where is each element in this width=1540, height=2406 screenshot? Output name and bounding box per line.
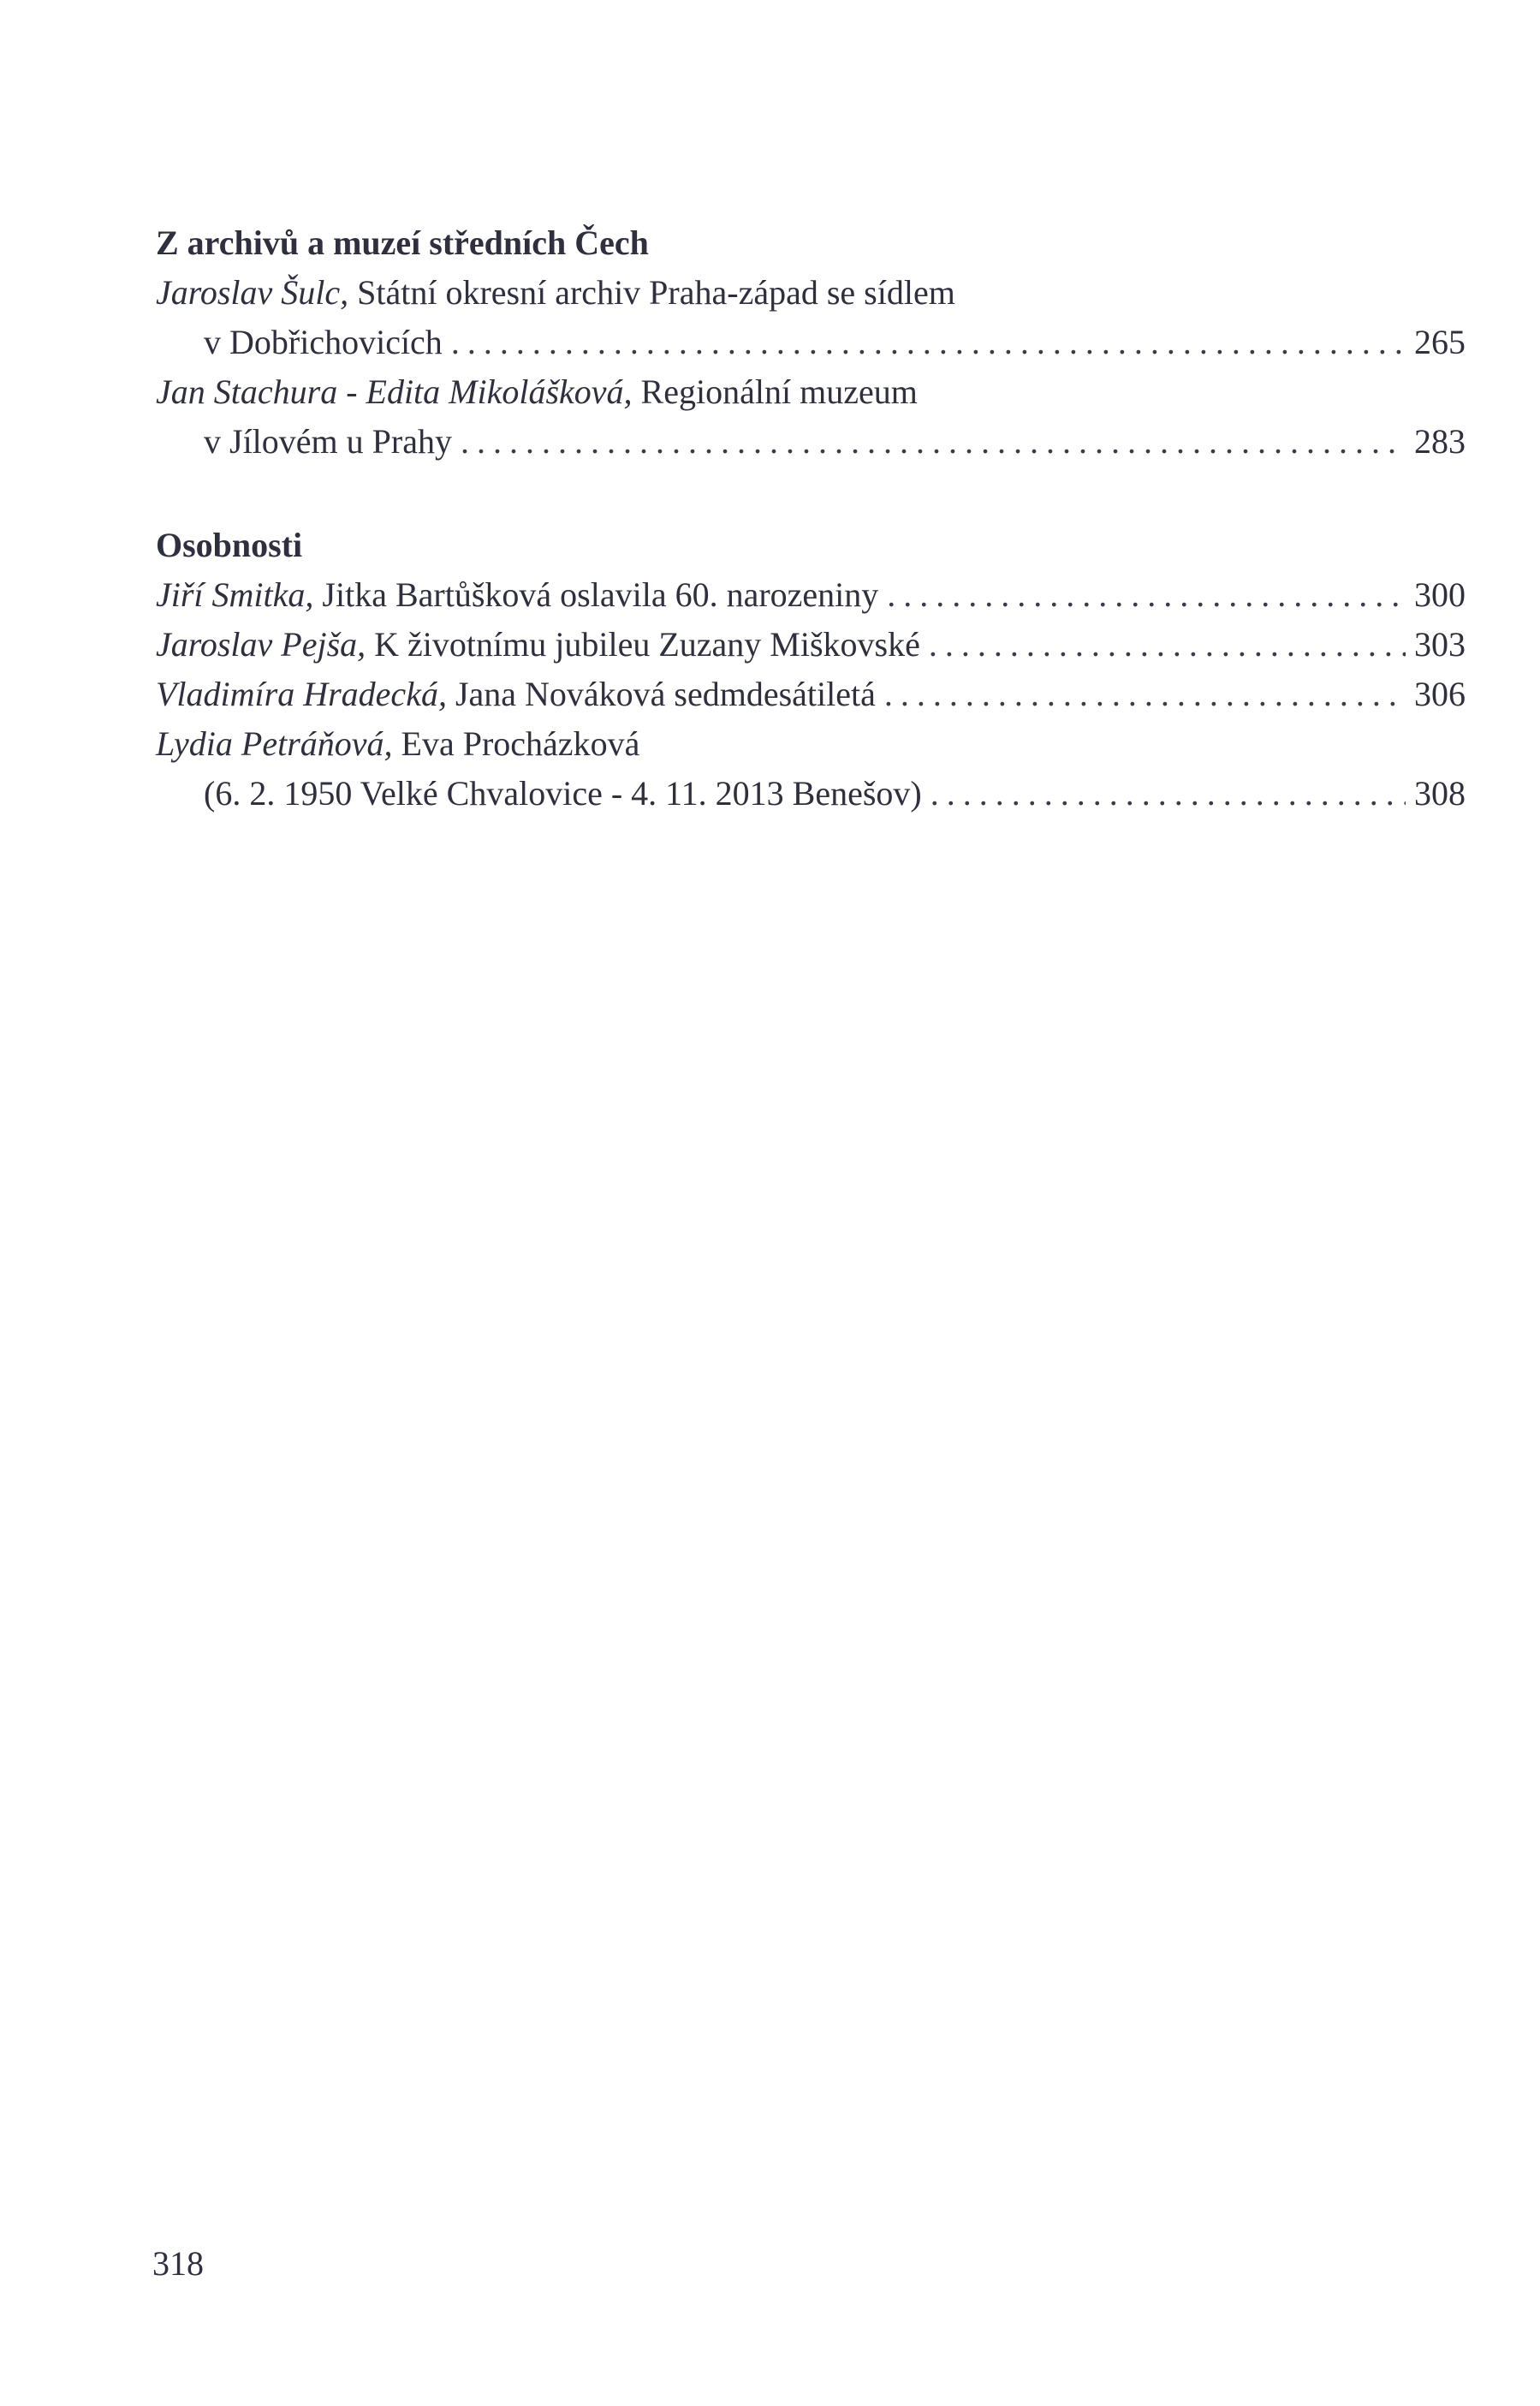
toc-section-archives <box>156 218 1466 467</box>
entry-page-number: 306 <box>1414 675 1466 713</box>
entry-line <box>156 670 1466 719</box>
page-folio-number: 318 <box>152 2244 204 2283</box>
entry-page-number: 265 <box>1414 323 1466 361</box>
entry-title: Regionální muzeum <box>632 372 918 411</box>
section-heading: Osobnosti <box>156 526 303 564</box>
entry-page-number: 308 <box>1414 774 1466 813</box>
entry-author: Lydia Petráňová, <box>156 724 393 763</box>
entry-first-line <box>156 268 1466 318</box>
toc-entry <box>156 620 1466 670</box>
entry-author: Jaroslav Pejša, <box>156 625 366 664</box>
entry-author: Jan Stachura - Edita Mikolášková, <box>156 372 633 411</box>
entry-title-continuation: v Dobřichovicích <box>204 323 443 361</box>
entry-continuation-line <box>156 769 1466 819</box>
table-of-contents <box>156 218 1466 872</box>
toc-entry <box>156 367 1466 467</box>
entry-line <box>156 620 1466 670</box>
entry-author: Jiří Smitka, <box>156 575 314 614</box>
entry-author: Vladimíra Hradecká, <box>156 675 447 713</box>
entry-page-number: 303 <box>1414 625 1466 664</box>
entry-title-continuation: (6. 2. 1950 Velké Chvalovice - 4. 11. 2013 Benešov) <box>204 774 922 813</box>
toc-entry <box>156 570 1466 620</box>
entry-title: Státní okresní archiv Praha-západ se sídlem <box>348 273 955 312</box>
dot-leader <box>931 769 1406 819</box>
entry-author: Jaroslav Šulc, <box>156 273 349 312</box>
toc-entry <box>156 719 1466 819</box>
entry-first-line <box>156 367 1466 417</box>
toc-entry <box>156 268 1466 367</box>
entry-title-continuation: v Jílovém u Prahy <box>204 422 452 461</box>
toc-section-personalities <box>156 521 1466 819</box>
dot-leader <box>887 570 1406 620</box>
entry-continuation-line <box>156 318 1466 367</box>
section-heading: Z archivů a muzeí středních Čech <box>156 223 649 262</box>
entry-page-number: 283 <box>1414 422 1466 461</box>
dot-leader <box>461 417 1406 467</box>
dot-leader <box>451 318 1406 367</box>
entry-title: Jana Nováková sedmdesátiletá <box>446 675 876 713</box>
entry-page-number: 300 <box>1414 575 1466 614</box>
dot-leader <box>884 670 1406 719</box>
toc-entry <box>156 670 1466 719</box>
entry-title: Eva Procházková <box>392 724 640 763</box>
entry-continuation-line <box>156 417 1466 467</box>
entry-line <box>156 570 1466 620</box>
entry-first-line <box>156 719 1466 769</box>
dot-leader <box>929 620 1406 670</box>
entry-title: Jitka Bartůšková oslavila 60. narozeniny <box>313 575 879 614</box>
entry-title: K životnímu jubileu Zuzany Miškovské <box>366 625 920 664</box>
